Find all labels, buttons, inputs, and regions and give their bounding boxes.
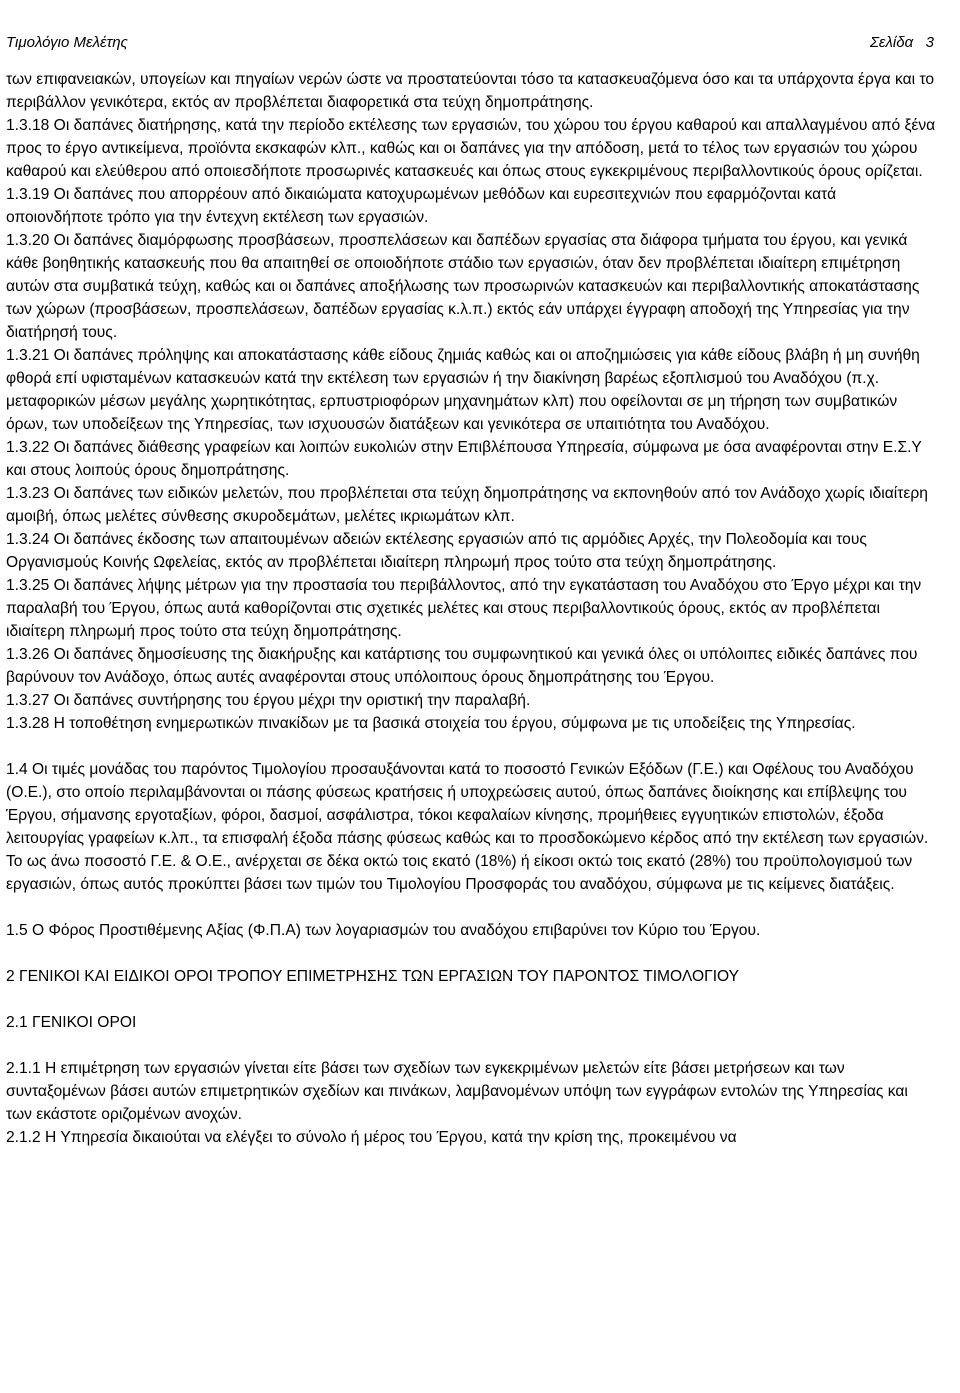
page-header bbox=[6, 32, 934, 54]
section-heading-2-1: 2.1 ΓΕΝΙΚΟΙ ΟΡΟΙ bbox=[6, 1014, 137, 1031]
paragraph-continuation: των επιφανειακών, υπογείων και πηγαίων νερών ώστε να προστατεύονται τόσο τα κατασκευαζόμενα όσο και τα υπάρχοντα έργα και το περιβάλλον γενικότερα, εκτός αν προβλέπεται διαφορετικά στα τεύχη δημοπράτησης. bbox=[6, 71, 935, 111]
paragraph-1-5: 1.5 Ο Φόρος Προστιθέμενης Αξίας (Φ.Π.Α) των λογαριασμών του αναδόχου επιβαρύνει τον Κύριο του Έργου. bbox=[6, 922, 761, 939]
paragraph-1-3-21: 1.3.21 Οι δαπάνες πρόληψης και αποκατάστασης κάθε είδους ζημιάς καθώς και οι αποζημιώσεις για κάθε είδους βλάβη ή μη συνήθη φθορά επί υφισταμένων κατασκευών κατά την εκτέλεση των εργασιών ή την διακίνηση βαρέως εξοπλισμού του Αναδόχου (π.χ. μεταφορικών μέσων μεγάλης χωρητικότητας, ερπυστριοφόρων μηχανημάτων κλπ) που οφείλονται σε μη τήρηση των συμβατικών όρων, των υποδείξεων της Υπηρεσίας, των ισχυουσών διατάξεων και γενικότερα σε υπαιτιότητα του Αναδόχου. bbox=[6, 347, 920, 433]
paragraph-2-1-1: 2.1.1 Η επιμέτρηση των εργασιών γίνεται είτε βάσει των σχεδίων των εγκεκριμένων μελετών είτε βάσει μετρήσεων και των συνταξομένων βάσει αυτών επιμετρητικών σχεδίων και πινάκων, λαμβανομένων υπόψη των εγγράφων εντολών της Υπηρεσίας και των εκάστοτε οριζομένων ανοχών. bbox=[6, 1060, 908, 1123]
page-indicator bbox=[870, 32, 934, 54]
paragraph-1-3-25: 1.3.25 Οι δαπάνες λήψης μέτρων για την προστασία του περιβάλλοντος, από την εγκατάσταση του Αναδόχου στο Έργο μέχρι και την παραλαβή του Έργου, όπως αυτά καθορίζονται στις σχετικές μελέτες και στους περιβαλλοντικούς όρους, εκτός αν προβλέπεται ιδιαίτερη πληρωμή προς τούτο στα τεύχη δημοπράτησης. bbox=[6, 577, 922, 640]
paragraph-1-3-24: 1.3.24 Οι δαπάνες έκδοσης των απαιτουμένων αδειών εκτέλεσης εργασιών από τις αρμόδιες Αρχές, την Πολεοδομία και τους Οργανισμούς Κοινής Ωφελείας, εκτός αν προβλέπεται ιδιαίτερη πληρωμή προς τούτο στα τεύχη δημοπράτησης. bbox=[6, 531, 867, 571]
paragraph-1-3-28: 1.3.28 Η τοποθέτηση ενημερωτικών πινακίδων με τα βασικά στοιχεία του έργου, σύμφωνα με τις υποδείξεις της Υπηρεσίας. bbox=[6, 715, 856, 732]
section-heading-2: 2 ΓΕΝΙΚΟΙ ΚΑΙ ΕΙΔΙΚΟΙ ΟΡΟΙ ΤΡΟΠΟΥ ΕΠΙΜΕΤΡΗΣΗΣ ΤΩΝ ΕΡΓΑΣΙΩΝ ΤΟΥ ΠΑΡΟΝΤΟΣ ΤΙΜΟΛΟΓΙΟΥ bbox=[6, 968, 740, 985]
document-body bbox=[6, 68, 936, 1149]
page-label: Σελίδα bbox=[869, 34, 914, 51]
paragraph-1-3-20: 1.3.20 Οι δαπάνες διαμόρφωσης προσβάσεων, προσπελάσεων και δαπέδων εργασίας στα διάφορα τμήματα του έργου, και γενικά κάθε βοηθητικής κατασκευής που θα απαιτηθεί σε οποιοδήποτε στάδιο των εργασιών, όταν δεν προβλέπεται ιδιαίτερη επιμέτρηση αυτών στα συμβατικά τεύχη, καθώς και οι δαπάνες αποξήλωσης των προσωρινών κατασκευών και περιβαλλοντικής αποκατάστασης των χώρων (προσβάσεων, προσπελάσεων, δαπέδων εργασίας κ.λ.π.) εκτός εάν υπάρχει έγγραφη αποδοχή της Υπηρεσίας για την διατήρησή τους. bbox=[6, 232, 920, 341]
paragraph-1-3-18: 1.3.18 Οι δαπάνες διατήρησης, κατά την περίοδο εκτέλεσης των εργασιών, του χώρου του έργου καθαρού και απαλλαγμένου από ξένα προς το έργο αντικείμενα, προϊόντα εκσκαφών κλπ., καθώς και οι δαπάνες για την απόδοση, μετά το τέλος των εργασιών του χώρου καθαρού και ελεύθερου από οποιεσδήποτε προσωρινές κατασκευές και όπως στους εγκεκριμένους περιβαλλοντικούς όρους ορίζεται. bbox=[6, 117, 936, 180]
page-number: 3 bbox=[925, 34, 934, 51]
paragraph-1-3-19: 1.3.19 Οι δαπάνες που απορρέουν από δικαιώματα κατοχυρωμένων μεθόδων και ευρεσιτεχνιών που εφαρμόζονται κατά οποιονδήποτε τρόπο για την έντεχνη εκτέλεση των εργασιών. bbox=[6, 186, 837, 226]
paragraph-1-3-26: 1.3.26 Οι δαπάνες δημοσίευσης της διακήρυξης και κατάρτισης του συμφωνητικού και γενικά όλες οι υπόλοιπες ειδικές δαπάνες που βαρύνουν τον Ανάδοχο, όπως αυτές αναφέρονται στους υπόλοιπους όρους δημοπράτησης του Έργου. bbox=[6, 646, 918, 686]
paragraph-1-4-rate: Το ως άνω ποσοστό Γ.Ε. & Ο.Ε., ανέρχεται σε δέκα οκτώ τοις εκατό (18%) ή είκοσι οκτώ τοις εκατό (28%) του προϋπολογισμού των εργασιών, όπως αυτός προκύπτει βάσει των τιμών του Τιμολογίου Προσφοράς του αναδόχου, σύμφωνα με τις κείμενες διατάξεις. bbox=[6, 853, 913, 893]
paragraph-1-3-23: 1.3.23 Οι δαπάνες των ειδικών μελετών, που προβλέπεται στα τεύχη δημοπράτησης να εκπονηθούν από τον Ανάδοχο χωρίς ιδιαίτερη αμοιβή, όπως μελέτες σύνθεσης σκυροδεμάτων, μελέτες ικριωμάτων κλπ. bbox=[6, 485, 928, 525]
paragraph-1-4: 1.4 Οι τιμές μονάδας του παρόντος Τιμολογίου προσαυξάνονται κατά το ποσοστό Γενικών Εξόδων (Γ.Ε.) και Οφέλους του Αναδόχου (Ο.Ε.), στο οποίο περιλαμβάνονται οι πάσης φύσεως κρατήσεις ή υποχρεώσεις αυτού, όπως δαπάνες διοίκησης και επίβλεψης του Έργου, σήμανσης εργοταξίων, φόροι, δασμοί, ασφάλιστρα, τόκοι κεφαλαίων κίνησης, προμήθειες εγγυητικών επιστολών, έξοδα λειτουργίας γραφείων κ.λπ., τα επισφαλή έξοδα πάσης φύσεως καθώς και το προσδοκώμενο κέρδος από την εκτέλεση των εργασιών. bbox=[6, 761, 929, 847]
paragraph-1-3-27: 1.3.27 Οι δαπάνες συντήρησης του έργου μέχρι την οριστική την παραλαβή. bbox=[6, 692, 531, 709]
paragraph-1-3-22: 1.3.22 Οι δαπάνες διάθεσης γραφείων και λοιπών ευκολιών στην Επιβλέπουσα Υπηρεσία, σύμφωνα με όσα αναφέρονται στην Ε.Σ.Υ και στους λοιπούς όρους δημοπράτησης. bbox=[6, 439, 922, 479]
paragraph-2-1-2: 2.1.2 Η Υπηρεσία δικαιούται να ελέγξει το σύνολο ή μέρος του Έργου, κατά την κρίση της, προκειμένου να bbox=[6, 1129, 737, 1146]
document-title: Τιμολόγιο Μελέτης bbox=[6, 34, 128, 51]
